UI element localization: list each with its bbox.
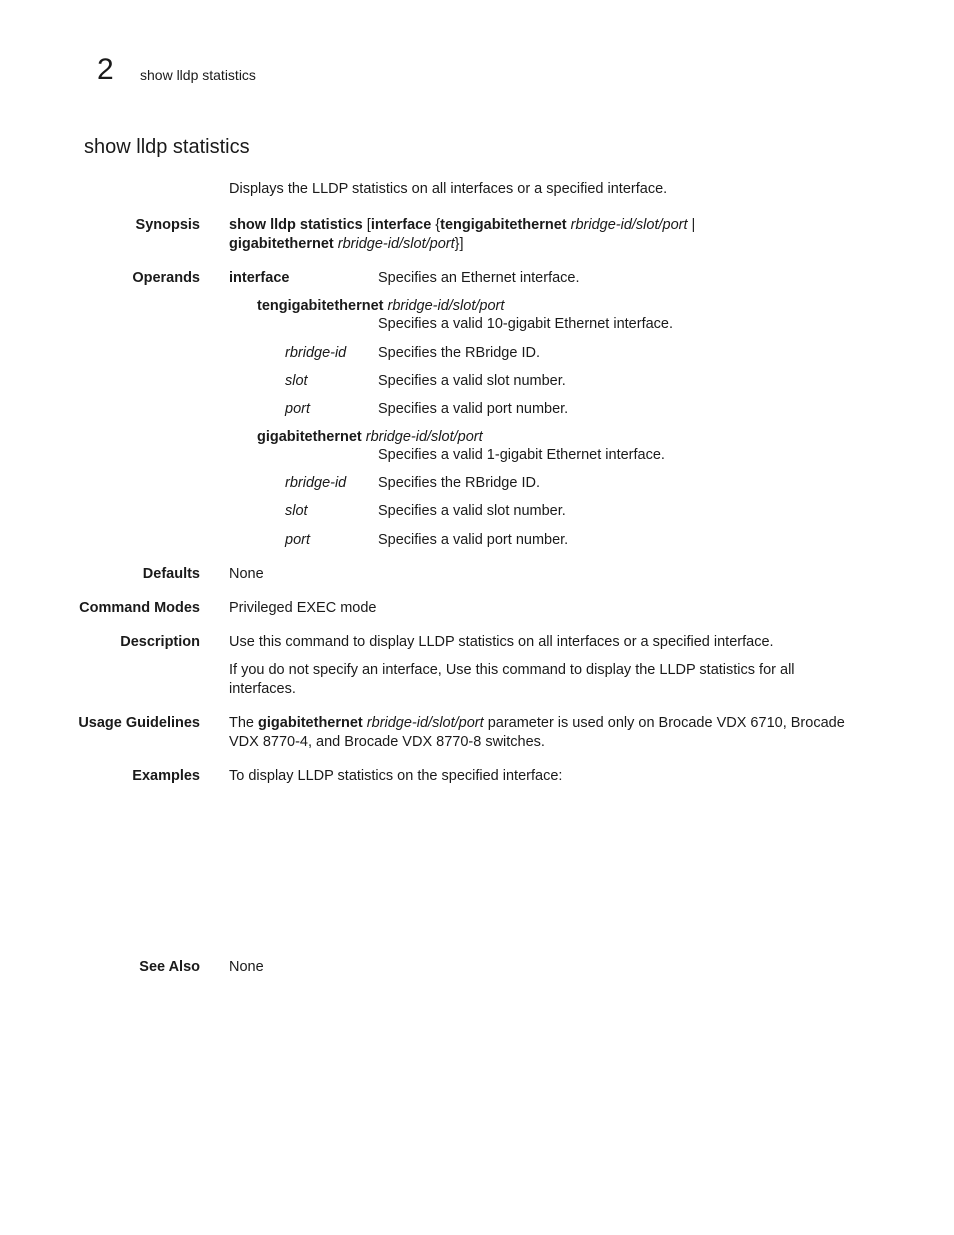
running-header: show lldp statistics — [140, 67, 256, 83]
usage-arg: rbridge-id/slot/port — [366, 715, 484, 731]
operand-tengig-slot-term: slot — [285, 373, 308, 389]
operand-gig-rbridge-term: rbridge-id — [285, 475, 347, 491]
operand-gig-port-desc: Specifies a valid port number. — [378, 532, 569, 548]
synopsis-command: show lldp statistics — [229, 217, 363, 233]
intro-text: Displays the LLDP statistics on all interfaces or a specified interface. — [229, 181, 668, 197]
command-modes-label: Command Modes — [79, 600, 200, 616]
description-label: Description — [120, 634, 200, 650]
synopsis-pipe: | — [691, 217, 696, 233]
operands-label: Operands — [132, 270, 200, 286]
operand-interface-desc: Specifies an Ethernet interface. — [378, 270, 580, 286]
defaults-text: None — [229, 566, 264, 582]
operand-gig-slot-term: slot — [285, 503, 308, 519]
operand-tengig-rbridge-term: rbridge-id — [285, 345, 347, 361]
usage-label: Usage Guidelines — [78, 715, 200, 731]
synopsis-bracket-open: [ — [366, 217, 371, 233]
synopsis-gig-keyword: gigabitethernet — [229, 236, 334, 252]
synopsis-tengig-keyword: tengigabitethernet — [440, 217, 567, 233]
operand-tengig-port-term: port — [285, 401, 310, 417]
synopsis-gig-arg: rbridge-id/slot/port — [337, 236, 455, 252]
defaults-label: Defaults — [142, 566, 200, 582]
operand-interface-term: interface — [229, 270, 290, 286]
synopsis-brace-close: }] — [454, 236, 464, 252]
usage-text: The gigabitethernet rbridge-id/slot/port parameter is used only on Brocade VDX 6710, Brocade VDX 8770-4, and Brocade VDX 8770-8 switches. — [229, 715, 845, 750]
see-also-text: None — [229, 959, 264, 975]
command-modes-text: Privileged EXEC mode — [229, 600, 377, 616]
see-also-label: See Also — [139, 959, 200, 975]
operand-tengig-slot-desc: Specifies a valid slot number. — [378, 373, 566, 389]
synopsis-interface-keyword: interface — [370, 217, 432, 233]
operand-tengig-rbridge-desc: Specifies the RBridge ID. — [378, 345, 540, 361]
synopsis-tengig-arg: rbridge-id/slot/port — [570, 217, 688, 233]
operand-gig-port-term: port — [285, 532, 310, 548]
description-para-1: Use this command to display LLDP statistics on all interfaces or a specified interface. — [229, 634, 774, 650]
operand-gig-slot-desc: Specifies a valid slot number. — [378, 503, 566, 519]
operand-gig-desc: Specifies a valid 1-gigabit Ethernet interface. — [378, 447, 665, 463]
examples-text: To display LLDP statistics on the specified interface: — [229, 768, 563, 784]
synopsis-text — [229, 216, 869, 254]
operand-tengig-desc: Specifies a valid 10-gigabit Ethernet interface. — [378, 316, 674, 332]
operand-gig-term: gigabitethernet rbridge-id/slot/port — [257, 429, 483, 445]
synopsis-label: Synopsis — [135, 217, 200, 233]
description-para-2: If you do not specify an interface, Use this command to display the LLDP statistics for all interfaces. — [229, 662, 795, 697]
chapter-number: 2 — [97, 53, 114, 86]
examples-label: Examples — [132, 768, 200, 784]
operand-gig-rbridge-desc: Specifies the RBridge ID. — [378, 475, 540, 491]
page-title: show lldp statistics — [84, 136, 250, 158]
operand-tengig-port-desc: Specifies a valid port number. — [378, 401, 569, 417]
usage-keyword: gigabitethernet — [258, 715, 363, 731]
operand-tengig-term: tengigabitethernet rbridge-id/slot/port — [257, 298, 505, 314]
synopsis-brace-open: { — [435, 217, 441, 233]
